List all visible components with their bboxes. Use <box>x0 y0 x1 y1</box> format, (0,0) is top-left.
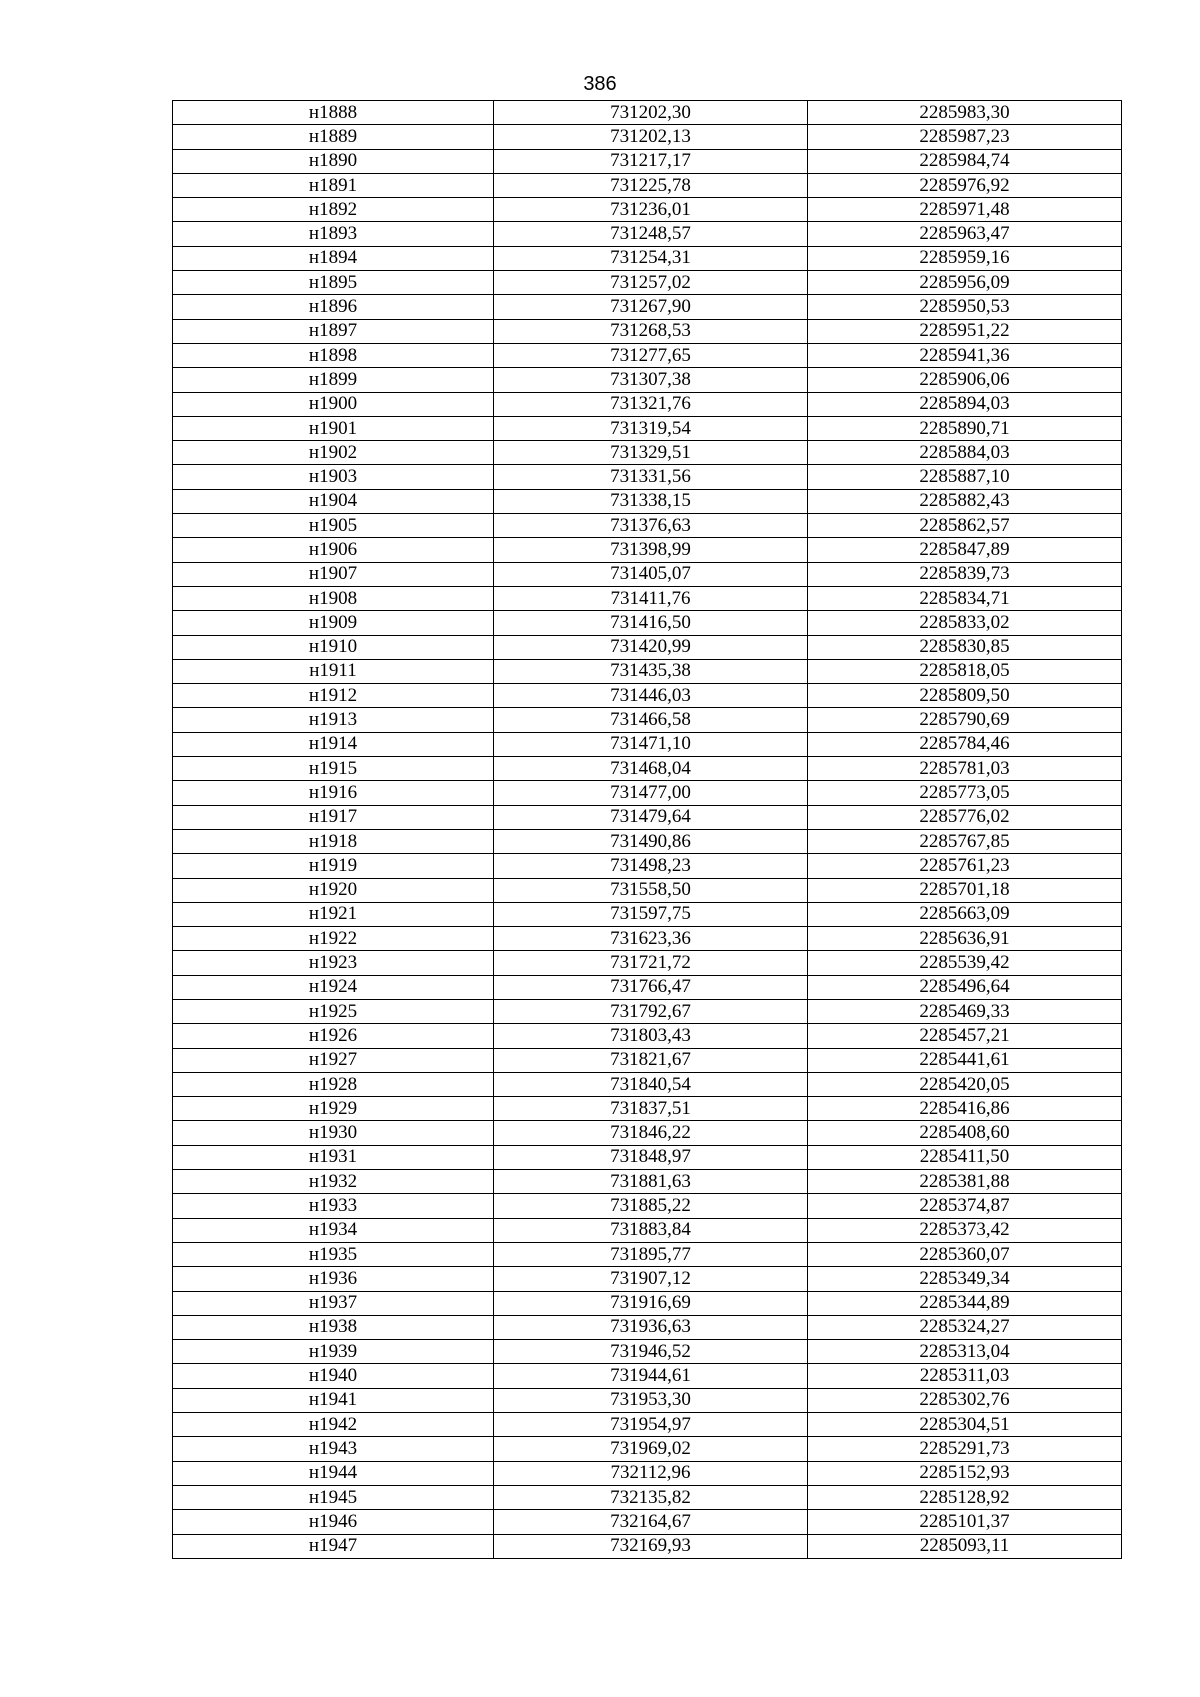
x-coordinate-cell: 731803,43 <box>494 1024 808 1048</box>
x-coordinate-cell: 731268,53 <box>494 319 808 343</box>
point-id-cell: н1934 <box>173 1218 494 1242</box>
y-coordinate-cell: 2285411,50 <box>808 1145 1122 1169</box>
x-coordinate-cell: 731435,38 <box>494 659 808 683</box>
x-coordinate-cell: 732164,67 <box>494 1510 808 1534</box>
y-coordinate-cell: 2285784,46 <box>808 732 1122 756</box>
point-id-cell: н1896 <box>173 295 494 319</box>
point-id-cell: н1924 <box>173 975 494 999</box>
y-coordinate-cell: 2285781,03 <box>808 757 1122 781</box>
y-coordinate-cell: 2285963,47 <box>808 222 1122 246</box>
point-id-cell: н1905 <box>173 514 494 538</box>
y-coordinate-cell: 2285976,92 <box>808 173 1122 197</box>
x-coordinate-cell: 731895,77 <box>494 1242 808 1266</box>
table-row <box>173 1534 1122 1558</box>
x-coordinate-cell: 731338,15 <box>494 489 808 513</box>
point-id-cell: н1907 <box>173 562 494 586</box>
point-id-cell: н1912 <box>173 684 494 708</box>
y-coordinate-cell: 2285941,36 <box>808 343 1122 367</box>
y-coordinate-cell: 2285862,57 <box>808 514 1122 538</box>
point-id-cell: н1891 <box>173 173 494 197</box>
x-coordinate-cell: 731953,30 <box>494 1388 808 1412</box>
y-coordinate-cell: 2285882,43 <box>808 489 1122 513</box>
point-id-cell: н1928 <box>173 1072 494 1096</box>
y-coordinate-cell: 2285906,06 <box>808 368 1122 392</box>
x-coordinate-cell: 731217,17 <box>494 149 808 173</box>
point-id-cell: н1937 <box>173 1291 494 1315</box>
point-id-cell: н1920 <box>173 878 494 902</box>
table-row <box>173 538 1122 562</box>
point-id-cell: н1918 <box>173 829 494 853</box>
y-coordinate-cell: 2285311,03 <box>808 1364 1122 1388</box>
point-id-cell: н1900 <box>173 392 494 416</box>
x-coordinate-cell: 731267,90 <box>494 295 808 319</box>
point-id-cell: н1917 <box>173 805 494 829</box>
x-coordinate-cell: 731411,76 <box>494 586 808 610</box>
x-coordinate-cell: 731946,52 <box>494 1340 808 1364</box>
point-id-cell: н1893 <box>173 222 494 246</box>
x-coordinate-cell: 732135,82 <box>494 1485 808 1509</box>
x-coordinate-cell: 731466,58 <box>494 708 808 732</box>
x-coordinate-cell: 731954,97 <box>494 1413 808 1437</box>
table-row <box>173 805 1122 829</box>
x-coordinate-cell: 731319,54 <box>494 416 808 440</box>
table-row <box>173 368 1122 392</box>
point-id-cell: н1944 <box>173 1461 494 1485</box>
point-id-cell: н1931 <box>173 1145 494 1169</box>
y-coordinate-cell: 2285887,10 <box>808 465 1122 489</box>
point-id-cell: н1888 <box>173 101 494 125</box>
table-row <box>173 1218 1122 1242</box>
y-coordinate-cell: 2285291,73 <box>808 1437 1122 1461</box>
point-id-cell: н1942 <box>173 1413 494 1437</box>
point-id-cell: н1895 <box>173 271 494 295</box>
y-coordinate-cell: 2285830,85 <box>808 635 1122 659</box>
table-row <box>173 1485 1122 1509</box>
x-coordinate-cell: 731821,67 <box>494 1048 808 1072</box>
x-coordinate-cell: 731248,57 <box>494 222 808 246</box>
point-id-cell: н1927 <box>173 1048 494 1072</box>
point-id-cell: н1909 <box>173 611 494 635</box>
y-coordinate-cell: 2285420,05 <box>808 1072 1122 1096</box>
x-coordinate-cell: 731405,07 <box>494 562 808 586</box>
y-coordinate-cell: 2285847,89 <box>808 538 1122 562</box>
point-id-cell: н1939 <box>173 1340 494 1364</box>
y-coordinate-cell: 2285304,51 <box>808 1413 1122 1437</box>
y-coordinate-cell: 2285381,88 <box>808 1170 1122 1194</box>
x-coordinate-cell: 731848,97 <box>494 1145 808 1169</box>
x-coordinate-cell: 731236,01 <box>494 198 808 222</box>
point-id-cell: н1941 <box>173 1388 494 1412</box>
x-coordinate-cell: 731468,04 <box>494 757 808 781</box>
point-id-cell: н1914 <box>173 732 494 756</box>
table-row <box>173 829 1122 853</box>
y-coordinate-cell: 2285324,27 <box>808 1315 1122 1339</box>
table-row <box>173 319 1122 343</box>
y-coordinate-cell: 2285833,02 <box>808 611 1122 635</box>
y-coordinate-cell: 2285636,91 <box>808 927 1122 951</box>
y-coordinate-cell: 2285818,05 <box>808 659 1122 683</box>
table-row <box>173 1267 1122 1291</box>
point-id-cell: н1897 <box>173 319 494 343</box>
table-row <box>173 635 1122 659</box>
x-coordinate-cell: 731477,00 <box>494 781 808 805</box>
table-row <box>173 416 1122 440</box>
y-coordinate-cell: 2285101,37 <box>808 1510 1122 1534</box>
y-coordinate-cell: 2285374,87 <box>808 1194 1122 1218</box>
x-coordinate-cell: 731321,76 <box>494 392 808 416</box>
y-coordinate-cell: 2285360,07 <box>808 1242 1122 1266</box>
table-row <box>173 1194 1122 1218</box>
y-coordinate-cell: 2285416,86 <box>808 1097 1122 1121</box>
point-id-cell: н1916 <box>173 781 494 805</box>
x-coordinate-cell: 731881,63 <box>494 1170 808 1194</box>
point-id-cell: н1938 <box>173 1315 494 1339</box>
x-coordinate-cell: 731277,65 <box>494 343 808 367</box>
x-coordinate-cell: 731225,78 <box>494 173 808 197</box>
table-row <box>173 975 1122 999</box>
table-row <box>173 902 1122 926</box>
table-row <box>173 1242 1122 1266</box>
table-row <box>173 125 1122 149</box>
point-id-cell: н1902 <box>173 441 494 465</box>
point-id-cell: н1935 <box>173 1242 494 1266</box>
x-coordinate-cell: 731840,54 <box>494 1072 808 1096</box>
x-coordinate-cell: 731883,84 <box>494 1218 808 1242</box>
table-row <box>173 295 1122 319</box>
table-row <box>173 149 1122 173</box>
point-id-cell: н1922 <box>173 927 494 951</box>
table-row <box>173 1291 1122 1315</box>
x-coordinate-cell: 731885,22 <box>494 1194 808 1218</box>
table-row <box>173 489 1122 513</box>
y-coordinate-cell: 2285408,60 <box>808 1121 1122 1145</box>
point-id-cell: н1899 <box>173 368 494 392</box>
y-coordinate-cell: 2285987,23 <box>808 125 1122 149</box>
table-row <box>173 101 1122 125</box>
x-coordinate-cell: 731490,86 <box>494 829 808 853</box>
table-row <box>173 1437 1122 1461</box>
y-coordinate-cell: 2285663,09 <box>808 902 1122 926</box>
page-number: 386 <box>583 73 617 95</box>
coordinates-table <box>172 100 1122 1559</box>
y-coordinate-cell: 2285349,34 <box>808 1267 1122 1291</box>
table-row <box>173 757 1122 781</box>
point-id-cell: н1945 <box>173 1485 494 1509</box>
x-coordinate-cell: 731837,51 <box>494 1097 808 1121</box>
y-coordinate-cell: 2285884,03 <box>808 441 1122 465</box>
x-coordinate-cell: 731623,36 <box>494 927 808 951</box>
point-id-cell: н1936 <box>173 1267 494 1291</box>
x-coordinate-cell: 731254,31 <box>494 246 808 270</box>
table-row <box>173 1024 1122 1048</box>
x-coordinate-cell: 731398,99 <box>494 538 808 562</box>
y-coordinate-cell: 2285890,71 <box>808 416 1122 440</box>
table-row <box>173 271 1122 295</box>
point-id-cell: н1933 <box>173 1194 494 1218</box>
table-row <box>173 465 1122 489</box>
y-coordinate-cell: 2285809,50 <box>808 684 1122 708</box>
table-row <box>173 1364 1122 1388</box>
point-id-cell: н1926 <box>173 1024 494 1048</box>
y-coordinate-cell: 2285469,33 <box>808 999 1122 1023</box>
x-coordinate-cell: 731202,30 <box>494 101 808 125</box>
x-coordinate-cell: 731331,56 <box>494 465 808 489</box>
x-coordinate-cell: 731471,10 <box>494 732 808 756</box>
x-coordinate-cell: 731479,64 <box>494 805 808 829</box>
table-row <box>173 1388 1122 1412</box>
x-coordinate-cell: 731376,63 <box>494 514 808 538</box>
table-row <box>173 586 1122 610</box>
y-coordinate-cell: 2285128,92 <box>808 1485 1122 1509</box>
table-row <box>173 173 1122 197</box>
table-row <box>173 1510 1122 1534</box>
table-row <box>173 222 1122 246</box>
x-coordinate-cell: 731916,69 <box>494 1291 808 1315</box>
y-coordinate-cell: 2285983,30 <box>808 101 1122 125</box>
x-coordinate-cell: 731766,47 <box>494 975 808 999</box>
table-row <box>173 1145 1122 1169</box>
x-coordinate-cell: 731416,50 <box>494 611 808 635</box>
point-id-cell: н1943 <box>173 1437 494 1461</box>
x-coordinate-cell: 731329,51 <box>494 441 808 465</box>
x-coordinate-cell: 731446,03 <box>494 684 808 708</box>
y-coordinate-cell: 2285767,85 <box>808 829 1122 853</box>
y-coordinate-cell: 2285959,16 <box>808 246 1122 270</box>
point-id-cell: н1889 <box>173 125 494 149</box>
table-row <box>173 1048 1122 1072</box>
x-coordinate-cell: 731907,12 <box>494 1267 808 1291</box>
point-id-cell: н1940 <box>173 1364 494 1388</box>
point-id-cell: н1921 <box>173 902 494 926</box>
y-coordinate-cell: 2285834,71 <box>808 586 1122 610</box>
table-row <box>173 562 1122 586</box>
point-id-cell: н1919 <box>173 854 494 878</box>
table-row <box>173 1413 1122 1437</box>
x-coordinate-cell: 731307,38 <box>494 368 808 392</box>
y-coordinate-cell: 2285441,61 <box>808 1048 1122 1072</box>
x-coordinate-cell: 732112,96 <box>494 1461 808 1485</box>
x-coordinate-cell: 731936,63 <box>494 1315 808 1339</box>
table-row <box>173 1315 1122 1339</box>
y-coordinate-cell: 2285790,69 <box>808 708 1122 732</box>
point-id-cell: н1947 <box>173 1534 494 1558</box>
y-coordinate-cell: 2285302,76 <box>808 1388 1122 1412</box>
y-coordinate-cell: 2285776,02 <box>808 805 1122 829</box>
table-row <box>173 951 1122 975</box>
x-coordinate-cell: 731846,22 <box>494 1121 808 1145</box>
point-id-cell: н1894 <box>173 246 494 270</box>
point-id-cell: н1930 <box>173 1121 494 1145</box>
table-row <box>173 878 1122 902</box>
table-row <box>173 343 1122 367</box>
y-coordinate-cell: 2285984,74 <box>808 149 1122 173</box>
point-id-cell: н1910 <box>173 635 494 659</box>
table-row <box>173 854 1122 878</box>
point-id-cell: н1923 <box>173 951 494 975</box>
point-id-cell: н1890 <box>173 149 494 173</box>
y-coordinate-cell: 2285971,48 <box>808 198 1122 222</box>
table-row <box>173 198 1122 222</box>
y-coordinate-cell: 2285152,93 <box>808 1461 1122 1485</box>
point-id-cell: н1906 <box>173 538 494 562</box>
y-coordinate-cell: 2285773,05 <box>808 781 1122 805</box>
x-coordinate-cell: 731597,75 <box>494 902 808 926</box>
y-coordinate-cell: 2285951,22 <box>808 319 1122 343</box>
point-id-cell: н1908 <box>173 586 494 610</box>
table-row <box>173 659 1122 683</box>
table-row <box>173 927 1122 951</box>
y-coordinate-cell: 2285701,18 <box>808 878 1122 902</box>
point-id-cell: н1892 <box>173 198 494 222</box>
point-id-cell: н1946 <box>173 1510 494 1534</box>
x-coordinate-cell: 731792,67 <box>494 999 808 1023</box>
x-coordinate-cell: 731969,02 <box>494 1437 808 1461</box>
y-coordinate-cell: 2285894,03 <box>808 392 1122 416</box>
x-coordinate-cell: 731498,23 <box>494 854 808 878</box>
x-coordinate-cell: 731944,61 <box>494 1364 808 1388</box>
x-coordinate-cell: 731257,02 <box>494 271 808 295</box>
y-coordinate-cell: 2285956,09 <box>808 271 1122 295</box>
table-row <box>173 1097 1122 1121</box>
y-coordinate-cell: 2285093,11 <box>808 1534 1122 1558</box>
coordinates-table-body <box>173 101 1122 1559</box>
point-id-cell: н1911 <box>173 659 494 683</box>
x-coordinate-cell: 731202,13 <box>494 125 808 149</box>
x-coordinate-cell: 731420,99 <box>494 635 808 659</box>
table-row <box>173 611 1122 635</box>
table-row <box>173 708 1122 732</box>
y-coordinate-cell: 2285839,73 <box>808 562 1122 586</box>
point-id-cell: н1901 <box>173 416 494 440</box>
point-id-cell: н1898 <box>173 343 494 367</box>
y-coordinate-cell: 2285539,42 <box>808 951 1122 975</box>
table-row <box>173 1170 1122 1194</box>
table-row <box>173 781 1122 805</box>
point-id-cell: н1913 <box>173 708 494 732</box>
y-coordinate-cell: 2285373,42 <box>808 1218 1122 1242</box>
table-row <box>173 732 1122 756</box>
table-row <box>173 246 1122 270</box>
point-id-cell: н1915 <box>173 757 494 781</box>
table-row <box>173 999 1122 1023</box>
y-coordinate-cell: 2285761,23 <box>808 854 1122 878</box>
x-coordinate-cell: 731558,50 <box>494 878 808 902</box>
table-row <box>173 441 1122 465</box>
table-row <box>173 684 1122 708</box>
x-coordinate-cell: 731721,72 <box>494 951 808 975</box>
point-id-cell: н1925 <box>173 999 494 1023</box>
y-coordinate-cell: 2285950,53 <box>808 295 1122 319</box>
table-row <box>173 514 1122 538</box>
table-row <box>173 1121 1122 1145</box>
y-coordinate-cell: 2285313,04 <box>808 1340 1122 1364</box>
point-id-cell: н1932 <box>173 1170 494 1194</box>
table-row <box>173 1072 1122 1096</box>
y-coordinate-cell: 2285344,89 <box>808 1291 1122 1315</box>
point-id-cell: н1929 <box>173 1097 494 1121</box>
point-id-cell: н1904 <box>173 489 494 513</box>
y-coordinate-cell: 2285457,21 <box>808 1024 1122 1048</box>
x-coordinate-cell: 732169,93 <box>494 1534 808 1558</box>
y-coordinate-cell: 2285496,64 <box>808 975 1122 999</box>
table-row <box>173 1461 1122 1485</box>
point-id-cell: н1903 <box>173 465 494 489</box>
table-row <box>173 392 1122 416</box>
table-row <box>173 1340 1122 1364</box>
